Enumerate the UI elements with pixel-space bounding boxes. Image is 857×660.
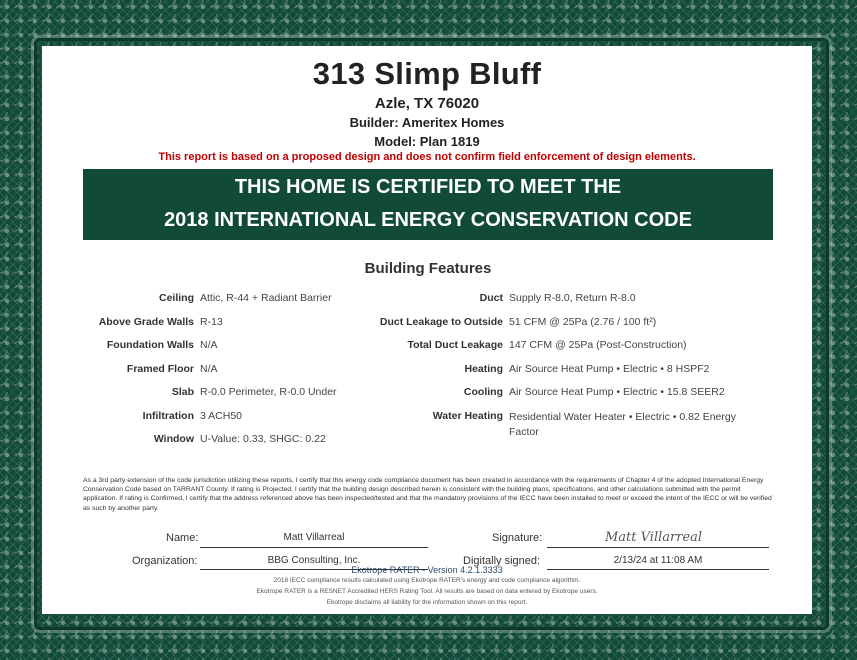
organization-label: Organization:: [132, 555, 198, 567]
property-address: 313 Slimp Bluff: [312, 56, 542, 91]
property-city: Azle, TX 76020: [374, 95, 480, 112]
name-label: Name:: [166, 532, 199, 544]
signed-date: 2/13/24 at 11:08 AM: [613, 555, 703, 566]
footer-line-1: 2018 IECC compliance results calculated using Ekotrope RATER's energy and code compliance algorithm.: [273, 577, 581, 584]
feature-value: Residential Water Heater • Electric • 0.82 Energy Factor: [509, 411, 736, 438]
model-name: Model: Plan 1819: [374, 134, 480, 149]
name-underline: [200, 547, 428, 548]
banner-line-2: 2018 INTERNATIONAL ENERGY CONSERVATION CODE: [164, 209, 692, 231]
signature-underline: [547, 547, 769, 548]
certification-banner: [83, 169, 773, 240]
feature-value: N/A: [200, 339, 218, 351]
organization-value: BBG Consulting, Inc.: [267, 555, 361, 566]
feature-value: R-13: [200, 316, 223, 328]
certificate-page: 313 Slimp Bluff Azle, TX 76020 Builder: Ameritex Homes Model: Plan 1819 This report is based on a proposed design and does not confirm field enforcement of design elements. THIS HOME IS CERTIFIED TO MEET THE 2018 INTERNATIONAL ENERGY CONSERVATION CODE Building Features Ceiling Attic, R-44 + Radiant Barrier Above Grade Walls R-13 Foundation Walls N/A Framed Floor N/A Slab R-0.0 Perimeter, R-0.0 Under Infiltration 3 ACH50 Window U-Value: 0.33, SHGC: 0.22 Duct Supply R-8.0, Return R-8.0 Duct Leakage to Outside 51 CFM @ 25Pa (2.76 / 100 ft²) Total Duct Leakage 147 CFM @ 25Pa (Post-Construction) Heating Air Source Heat Pump • Electric • 8 HSPF2 Cooling Air Source Heat Pump • Electric • 15.8 SEER2 Water Heating Residential Water Heater • Electric • 0.82 Energy Factor As a 3rd party extension of the code jurisdiction utilizing these reports, I certify that this energy code compliance document has been created in accordance with the requirements of Chapter 4 of the adopted International Energy Conservation Code based on TARRANT County. If rating is Projected, I certify that the building design described herein is consistent with the building plans, specifications, and other calculations submitted with the permit application. If rating is Confirmed, I certify that the address referenced above has been inspected/tested and that the mandatory provisions of the IECC have been installed to meet or exceed the intent of the IECC or will be verified as such by another party. Name: Matt Villarreal Signature: Matt Villarreal Organization: BBG Consulting, Inc. Digitally signed: 2/13/24 at 11:08 AM Ekotrope RATER - Version 4.2.1.3333 2018 IECC compliance results calculated using Ekotrope RATER's energy and code compliance algorithm. Ekotrope RATER is a RESNET Accredited HERS Rating Tool. All results are based on data entered by Ekotrope users. Ekotrope disclaims all liability for the information shown on this report.: [42, 46, 812, 614]
feature-value: 51 CFM @ 25Pa (2.76 / 100 ft²): [509, 316, 657, 328]
footer-line-2: Ekotrope RATER is a RESNET Accredited HERS Rating Tool. All results are based on data entered by Ekotrope users.: [256, 588, 598, 595]
feature-value: U-Value: 0.33, SHGC: 0.22: [200, 433, 326, 445]
feature-value: 3 ACH50: [200, 410, 243, 422]
signed-label: Digitally signed:: [463, 555, 541, 567]
feature-value: Air Source Heat Pump • Electric • 8 HSPF2: [509, 363, 710, 375]
builder-name: Builder: Ameritex Homes: [349, 115, 505, 130]
signature: Matt Villarreal: [605, 530, 703, 545]
name-value: Matt Villarreal: [283, 532, 345, 543]
feature-value: N/A: [200, 363, 218, 375]
feature-value: Attic, R-44 + Radiant Barrier: [200, 292, 332, 304]
feature-value: Supply R-8.0, Return R-8.0: [509, 292, 636, 304]
banner-line-1: THIS HOME IS CERTIFIED TO MEET THE: [234, 176, 622, 198]
design-notice: This report is based on a proposed design and does not confirm field enforcement of design elements.: [158, 151, 696, 163]
section-title: Building Features: [364, 260, 492, 277]
feature-value: Air Source Heat Pump • Electric • 15.8 SEER2: [509, 386, 725, 398]
feature-value: R-0.0 Perimeter, R-0.0 Under: [200, 386, 337, 398]
certification-statement: As a 3rd party extension of the code jurisdiction utilizing these reports, I certify that this energy code compliance document has been created in accordance with the requirements of Chapter 4 of the adopted International Energy Conservation Code based on TARRANT County. If rating is Projected, I certify that the building design described herein is consistent with the building plans, specifications, and other calculations submitted with the permit application. If rating is Confirmed, I certify that the address referenced above has been inspected/tested and that the mandatory provisions of the IECC have been installed to meet or exceed the intent of the IECC or will be verified as such by another party.: [83, 477, 772, 512]
software-version: Ekotrope RATER - Version 4.2.1.3333: [351, 565, 503, 575]
footer-line-3: Ekotrope disclaims all liability for the information shown on this report.: [326, 599, 528, 606]
feature-value: 147 CFM @ 25Pa (Post-Construction): [509, 339, 687, 351]
signature-label: Signature:: [492, 532, 543, 544]
